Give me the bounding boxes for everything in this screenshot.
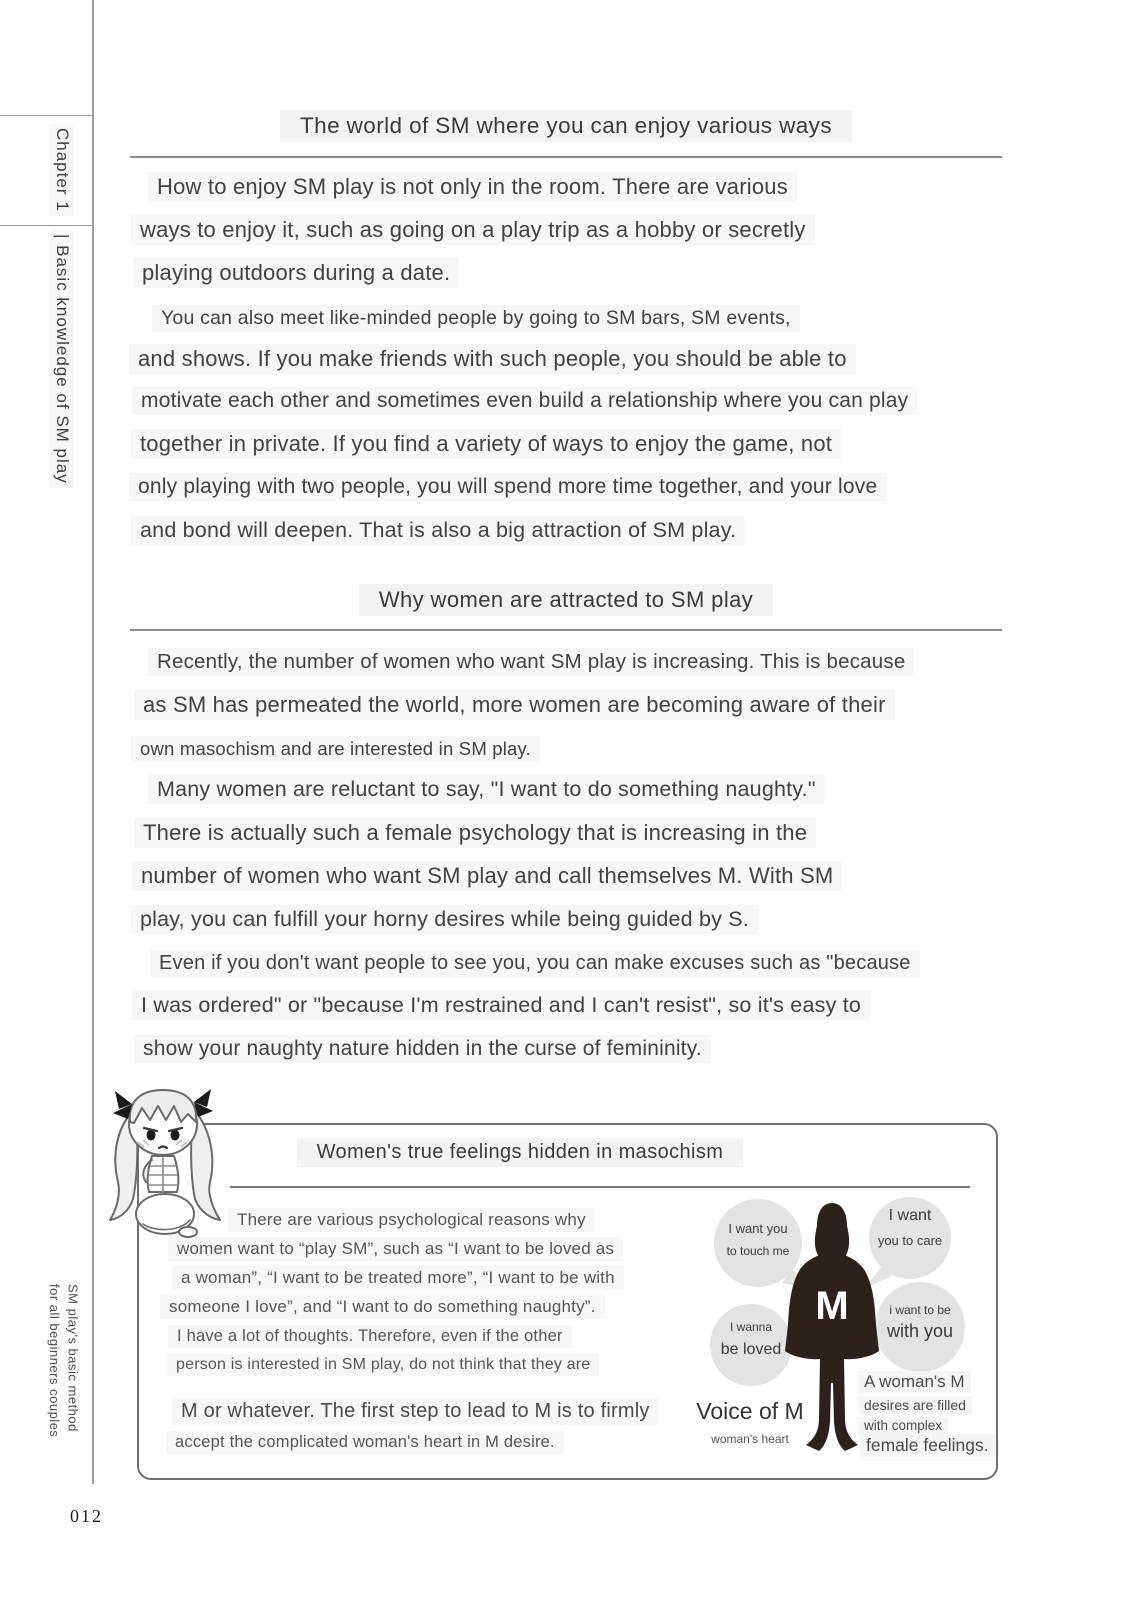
bubble-line: you to care: [877, 1233, 943, 1248]
footer-caption-line: for all beginners couples: [46, 1284, 62, 1438]
speech-bubble-bottom-left-text: [705, 1320, 797, 1359]
chapter-box-bottom-line: [0, 225, 93, 226]
paragraph-line: play, you can fulfill your horny desires while being guided by S.: [131, 905, 758, 934]
womans-heart-caption: woman's heart: [711, 1432, 789, 1446]
panel-body-line: accept the complicated woman's heart in M desire.: [166, 1431, 564, 1454]
chapter-subtitle-tab: | Basic knowledge of SM play: [50, 230, 74, 488]
paragraph-line: only playing with two people, you will spend more time together, and your love: [129, 473, 886, 501]
chapter-tab: Chapter 1: [50, 124, 74, 216]
diagram-note-line: female feelings.: [860, 1434, 995, 1457]
paragraph-line: Many women are reluctant to say, "I want to do something naughty.": [148, 775, 825, 804]
panel-body-line: I have a lot of thoughts. Therefore, even if the other: [168, 1325, 572, 1348]
paragraph-line: number of women who want SM play and call themselves M. With SM: [132, 861, 842, 891]
panel-body-line: women want to “play SM”, such as “I want to be loved as: [168, 1237, 623, 1261]
section-divider-1: [130, 156, 1002, 158]
diagram-note-line: A woman's M: [858, 1371, 971, 1393]
paragraph-line: as SM has permeated the world, more women are becoming aware of their: [134, 690, 895, 720]
paragraph-line: and shows. If you make friends with such people, you should be able to: [129, 344, 856, 374]
paragraph-line: Recently, the number of women who want SM play is increasing. This is because: [148, 648, 914, 676]
panel-title-divider: [230, 1186, 970, 1188]
footer-caption-line: SM play's basic method: [65, 1284, 81, 1432]
diagram-note-line: desires are filled: [858, 1396, 972, 1414]
paragraph-line: and bond will deepen. That is also a big attraction of SM play.: [131, 516, 745, 545]
panel-body-line: someone I love”, and “I want to do something naughty”.: [160, 1295, 605, 1319]
bubble-line: I wanna: [729, 1320, 773, 1334]
bubble-line: I want you: [728, 1221, 788, 1236]
page-number: 012: [70, 1506, 103, 1526]
panel-title-text: Women's true feelings hidden in masochism: [297, 1138, 744, 1167]
section-heading-1: [130, 110, 1002, 142]
bubble-line: to touch me: [726, 1244, 790, 1258]
paragraph-line: How to enjoy SM play is not only in the room. There are various: [148, 172, 797, 202]
chapter-box-top-line: [0, 115, 93, 116]
paragraph-line: You can also meet like-minded people by going to SM bars, SM events,: [152, 305, 800, 332]
speech-bubble-top-left-text: [712, 1221, 804, 1258]
section-heading-2-text: Why women are attracted to SM play: [359, 584, 773, 616]
paragraph-line: show your naughty nature hidden in the curse of femininity.: [134, 1035, 711, 1063]
panel-body-line: person is interested in SM play, do not think that they are: [167, 1354, 599, 1376]
paragraph-line: playing outdoors during a date.: [133, 258, 459, 288]
paragraph-line: together in private. If you find a variety of ways to enjoy the game, not: [131, 429, 841, 459]
bound-girl-illustration: [88, 1062, 238, 1262]
paragraph-line: Even if you don't want people to see you, you can make excuses such as "because: [150, 950, 920, 977]
paragraph-line: ways to enjoy it, such as going on a play trip as a hobby or secretly: [131, 215, 815, 245]
section-divider-2: [130, 629, 1002, 631]
speech-bubble-bottom-right-text: [872, 1303, 968, 1342]
page-footer-caption: [44, 1284, 82, 1484]
section-heading-1-text: The world of SM where you can enjoy various ways: [280, 110, 852, 142]
bubble-line: I want: [888, 1207, 932, 1224]
paragraph-line: I was ordered" or "because I'm restrained and I can't resist", so it's easy to: [132, 991, 870, 1020]
panel-body-line: There are various psychological reasons why: [228, 1208, 595, 1232]
diagram-note-line: with complex: [858, 1417, 948, 1434]
panel-body-line: a woman”, “I want to be treated more”, “I want to be with: [172, 1266, 624, 1290]
voice-of-m-caption: Voice of M: [696, 1398, 804, 1424]
panel-body-line: M or whatever. The first step to lead to M is to firmly: [172, 1398, 659, 1425]
bubble-line: be loved: [720, 1341, 782, 1358]
paragraph-line: motivate each other and sometimes even build a relationship where you can play: [132, 387, 917, 415]
paragraph-line: own masochism and are interested in SM play.: [131, 736, 540, 762]
speech-bubble-top-right-text: [864, 1207, 956, 1248]
bubble-line: i want to be: [889, 1303, 951, 1317]
paragraph-line: There is actually such a female psychology that is increasing in the: [134, 818, 816, 848]
section-heading-2: [130, 584, 1002, 616]
m-label: M: [815, 1284, 849, 1328]
bubble-line: with you: [886, 1321, 954, 1341]
